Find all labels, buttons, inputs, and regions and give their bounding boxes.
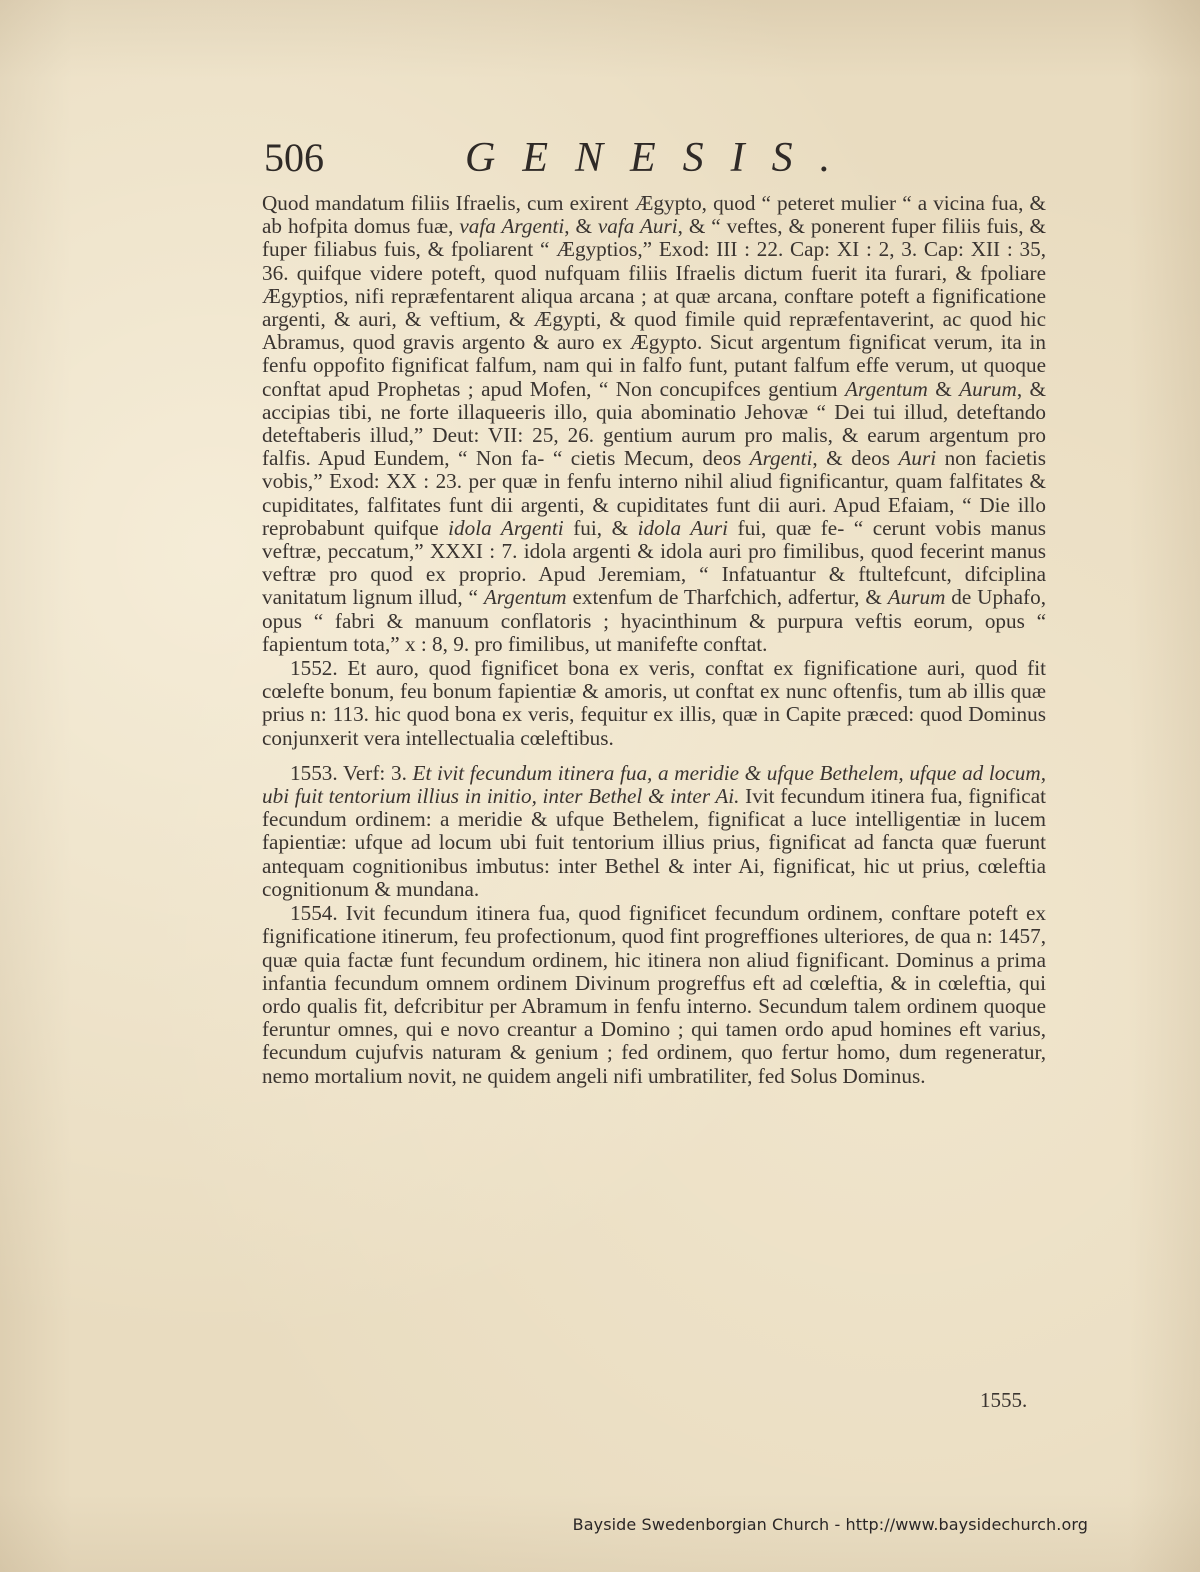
text-run: Quod mandatum filiis Ifraelis, cum exirent Ægypto, quod “ peteret mulier “ a vicina fua, & ab hofpita domus fuæ, — [262, 191, 1046, 239]
text-run: , & — [564, 214, 598, 239]
text-run: , & “ veftes, & ponerent fuper filiis fuis, & fuper filiabus fuis, & fpoliarent “ Ægyptios,” Exod: III : 22. Cap: XI : 2, 3. Cap: XII : 35, 36. quifque videre poteft, quod nufquam filiis Ifraelis dictum fuerit ita furari, & fpoliare Ægyptios, nifi repræfentarent aliqua arcana ; at quæ arcana, conftare poteft a fignificatione argenti, & auri, & veftium, & Ægypti, & quod fimile quid repræfentaverint, ac quod hic Abramus, quod gravis argento & auro ex Ægypto. Sicut argentum fignificat verum, ita in fenfu oppofito fignificat falfum, nam qui in falfo funt, putant falfum effe verum, ut quoque conftat apud Prophetas ; apud Mofen, “ Non concupifces gentium — [262, 214, 1046, 401]
text-run: & — [927, 376, 960, 401]
body-text — [262, 192, 1046, 1088]
text-run: 1553. Verf: 3. — [290, 760, 413, 785]
italic-run: Et ivit fecundum itinera fua, a meridie & ufque Bethelem, ufque ad locum, ubi fuit tentorium illius in initio, inter Bethel & inter Ai. — [262, 760, 1046, 809]
italic-run: vafa Auri — [597, 214, 678, 239]
italic-run: idola Argenti — [448, 515, 564, 540]
italic-run: Argenti — [749, 446, 813, 471]
text-run: Ivit fecundum itinera fua, fignificat fecundum ordinem: a meridie & ufque Bethelem, fignificat a luce intelligentiæ in lucem fapientiæ: ufque ad locum ubi fuit tentorium illius prius, fignificat ad fancta quæ fuerunt antequam cognitionibus imbutus: inter Bethel & inter Ai, fignificat, hic ut prius, cœleftia cognitionum & mundana. — [262, 784, 1046, 901]
watermark-text: Bayside Swedenborgian Church - http://www.baysidechurch.org — [572, 1515, 1088, 1534]
italic-run: idola Auri — [637, 515, 728, 540]
italic-run: Aurum — [959, 376, 1017, 401]
paragraph-1554 — [262, 902, 1046, 1088]
text-run: 1552. Et auro, quod fignificet bona ex veris, conftat ex fignificatione auri, quod fit cœlefte bonum, feu bonum fapientiæ & amoris, ut conftat ex nunc oftenfis, tum ab illis quæ prius n: 113. hic quod bona ex veris, fequitur ex illis, quæ in Capite præced: quod Dominus conjunxerit vera intellectualia cœleftibus. — [262, 656, 1046, 750]
text-run: non facietis vobis,” Exod: XX : 23. per quæ in fenfu interno nihil aliud fignificantur, quam falfitates & cupiditates, falfitates funt dii argenti, & cupiditates funt dii auri. Apud Efaiam, “ Die illo reprobabunt quifque — [262, 446, 1046, 540]
paragraph-continued — [262, 192, 1046, 656]
text-run: 1554. Ivit fecundum itinera fua, quod fignificet fecundum ordinem, conftare poteft ex fignificatione itinerum, feu profectionum, quod fint progreffiones ulteriores, de qua n: 1457, quæ quia factæ funt fecundum ordinem, hic itinera non aliud fignificant. Dominus a prima infantia fecundum omnem ordinem Divinum progreffus eft ad cœleftia, & in cœleftia, qui ordo qualis fit, defcribitur per Abramum in fenfu interno. Secundum talem ordinem quoque feruntur omnes, qui e novo creantur a Domino ; qui tamen ordo apud homines eft varius, fecundum cujufvis naturam & genium ; fed ordinem, quo fertur homo, dum regeneratur, nemo mortalium novit, ne quidem angeli nifi umbratiliter, fed Solus Dominus. — [262, 901, 1046, 1088]
italic-run: Auri — [898, 446, 937, 471]
paragraph-1552 — [262, 657, 1046, 750]
page-number: 506 — [264, 135, 324, 180]
text-run: fui, & — [563, 515, 638, 540]
italic-run: Argentum — [483, 585, 567, 610]
book-title: GENESIS. — [465, 135, 858, 181]
text-run: , & accipias tibi, ne forte illaqueeris illo, quia abominatio Jehovæ “ Dei tui illud, deteftando deteftaberis illud,” Deut: VII: 25, 26. gentium aurum pro malis, & earum argentum pro falfis. Apud Eundem, “ Non fa- “ cietis Mecum, deos — [262, 376, 1047, 471]
italic-run: Argentum — [845, 376, 928, 401]
text-run: extenfum de Tharfchich, adfertur, & — [566, 585, 888, 610]
text-run: de Uphafo, opus “ fabri & manuum conflatoris ; hyacinthinum & purpura veftis eorum, opus “ fapientum tota,” x : 8, 9. pro fimilibus, ut manifefte conftat. — [262, 585, 1046, 656]
book-page — [262, 134, 1046, 1088]
italic-run: Aurum — [887, 585, 946, 610]
text-run: , & deos — [812, 446, 899, 471]
text-run: fui, quæ fe- “ cerunt vobis manus veftræ, peccatum,” XXXI : 7. idola argenti & idola auri pro fimilibus, quod fecerint manus veftræ pro quod ex proprio. Apud Jeremiam, “ Infatuantur & ftultefcunt, difciplina vanitatum lignum illud, “ — [262, 515, 1046, 610]
running-head — [262, 134, 1046, 192]
catchword: 1555. — [980, 1388, 1028, 1412]
paragraph-1553 — [262, 762, 1046, 901]
italic-run: vafa Argenti — [459, 214, 565, 239]
